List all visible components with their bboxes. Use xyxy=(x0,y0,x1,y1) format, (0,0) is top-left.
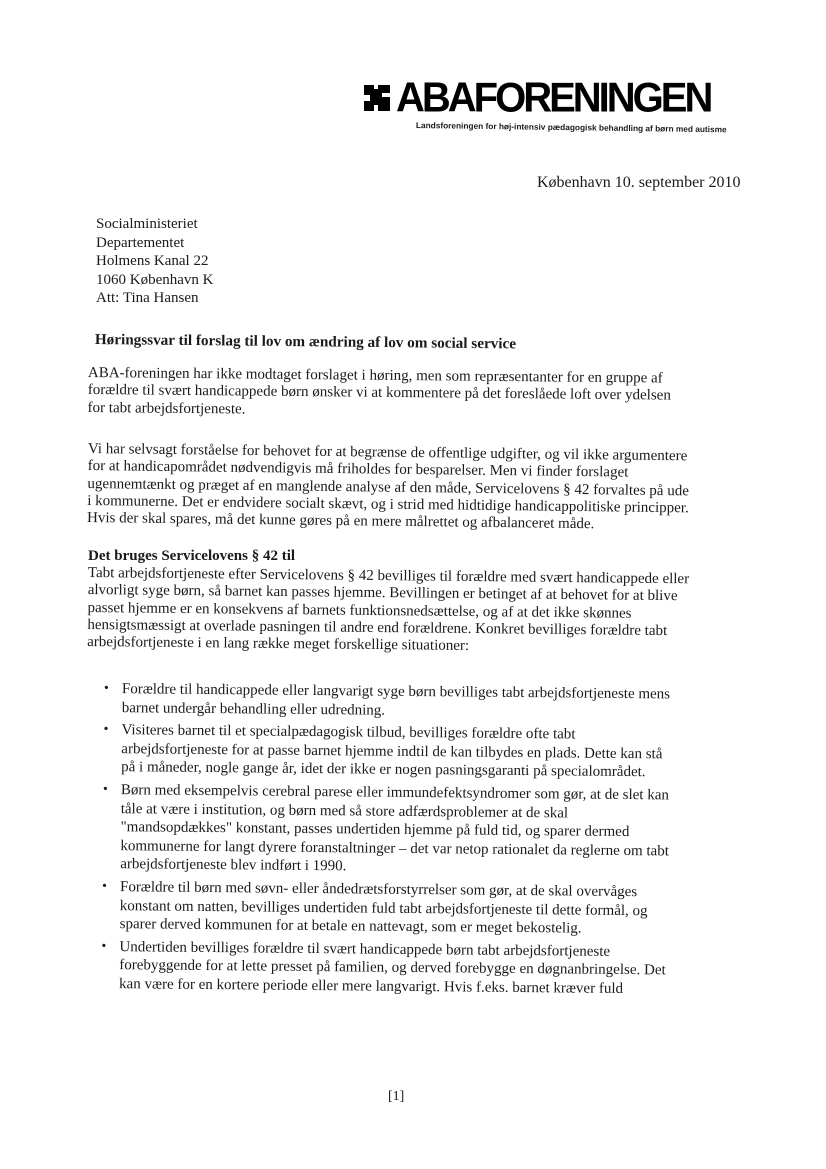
bullet-icon: • xyxy=(103,680,109,697)
text-line: arbejdsfortjeneste for at passe barnet hjemme indtil de kan tilbydes en plads. Dette kan stå xyxy=(121,740,663,763)
paragraph-position xyxy=(87,441,690,535)
letter-subject: Høringssvar til forslag til lov om ændring af lov om social service xyxy=(94,331,517,353)
text-line: passet hjemme er en konsekvens af barnets funktionsnedsættelse, og af at det ikke skønnes xyxy=(87,599,632,622)
text-line: Hvis der skal spares, må det kunne gøres på en mere målrettet og afbalanceret måde. xyxy=(86,510,595,533)
bullet-list xyxy=(101,680,764,1004)
bullet-icon: • xyxy=(103,722,109,738)
text-line: ABA-foreningen har ikke modtaget forslaget i høring, men som repræsentanter for en gruppe af xyxy=(87,365,663,387)
list-item xyxy=(104,680,764,724)
paragraph-section42 xyxy=(87,565,689,658)
list-item xyxy=(103,721,764,783)
address-line: Socialministeriet xyxy=(96,216,198,232)
text-line: kommunerne for langt dyrere foranstaltninger – det var netop rationalet da reglerne om tabt xyxy=(120,837,670,860)
list-item xyxy=(102,781,763,880)
logo-wordmark: ABAFORENINGEN xyxy=(396,74,711,122)
text-line: "mandsopdækkes" konstant, passes undertiden hjemme på fuld tid, og sparer dermed xyxy=(120,819,630,841)
address-line: Att: Tina Hansen xyxy=(96,290,199,307)
text-line: forebyggende for at lette presset på familien, og derved forebygge en døgnanbringelse. Det xyxy=(119,957,666,979)
bullet-icon: • xyxy=(101,938,107,954)
letter-date: København 10. september 2010 xyxy=(537,174,741,191)
text-line: for at handicapområdet nødvendigvis må friholdes for besparelser. Men vi finder forslaget xyxy=(87,458,629,481)
text-line: alvorligt syge børn, så barnet kan passes hjemme. Bevillingen er betinget af at behovet for at blive xyxy=(87,582,678,605)
text-line: Børn med eksempelvis cerebral parese eller immundefektsyndromer som gør, at de slet kan xyxy=(120,782,669,804)
section-heading: Det bruges Servicelovens § 42 til xyxy=(88,548,296,564)
address-line: Departementet xyxy=(96,234,185,251)
text-line: barnet undergår behandling eller udredning. xyxy=(121,699,386,719)
page-number: [1] xyxy=(388,1089,405,1104)
paragraph-intro xyxy=(88,365,672,422)
text-line: i kommunerne. Det er endvidere socialt skævt, og i strid med hidtidige handicappolitiske principper. xyxy=(87,492,689,517)
text-line: sparer derved kommunen for at betale en nattevagt, som er meget bekostelig. xyxy=(119,916,582,937)
logo-tagline: Landsforeningen for høj-intensiv pædagogisk behandling af børn med autisme xyxy=(415,120,727,135)
text-line: kan være for en kortere periode eller mere langvarigt. Hvis f.eks. barnet kræver fuld xyxy=(119,976,624,997)
text-line: Vi har selvsagt forståelse for behovet for at begrænse de offentlige udgifter, og vil ikke argumentere xyxy=(87,441,688,465)
address-line: Holmens Kanal 22 xyxy=(96,253,209,270)
puzzle-logo-icon xyxy=(362,81,392,115)
text-line: arbejdsfortjeneste i en lang række meget forskellige situationer: xyxy=(87,634,470,655)
text-line: hensigtsmæssigt at overlade pasningen til andre end forældrene. Konkret bevilliges forældre tabt xyxy=(87,616,668,639)
text-line: på i måneder, nogle gange år, idet der ikke er nogen pasningsgaranti på specialområdet. xyxy=(121,759,646,781)
text-line: Tabt arbejdsfortjeneste efter Servicelovens § 42 bevilliges til forældre med svært handicappede eller xyxy=(87,565,690,588)
recipient-address xyxy=(96,215,213,308)
text-line: Visiteres barnet til et specialpædagogisk tilbud, bevilliges forældre ofte tabt xyxy=(121,722,576,743)
text-line: ugennemtænkt og præget af en manglende analyse af den måde, Servicelovens § 42 forvaltes på ude xyxy=(87,475,690,499)
bullet-icon: • xyxy=(102,781,108,798)
abaforeningen-logo xyxy=(362,74,762,135)
text-line: Forældre til børn med søvn- eller åndedrætsforstyrrelser som gør, at de skal overvåges xyxy=(119,879,638,901)
text-line: arbejdsfortjeneste blev indført i 1990. xyxy=(120,856,347,875)
text-line: forældre til svært handicappede børn ønsker vi at kommentere på det foreslåede loft over ydelsen xyxy=(87,382,671,404)
text-line: for tabt arbejdsfortjeneste. xyxy=(87,399,246,418)
list-item xyxy=(102,878,763,940)
bullet-icon: • xyxy=(101,878,107,894)
text-line: konstant om natten, bevilliges undertiden fuld tabt arbejdsfortjeneste til dette formål, og xyxy=(119,897,648,919)
address-line: 1060 København K xyxy=(96,271,214,288)
text-line: Forældre til handicappede eller langvarigt syge børn bevilliges tabt arbejdsfortjeneste mens xyxy=(121,681,671,703)
list-item xyxy=(101,938,762,1000)
text-line: Undertiden bevilliges forældre til svært handicappede børn tabt arbejdsfortjeneste xyxy=(119,938,611,960)
text-line: tåle at være i institution, og børn med så store adfærdsproblemer at de skal xyxy=(120,800,569,822)
